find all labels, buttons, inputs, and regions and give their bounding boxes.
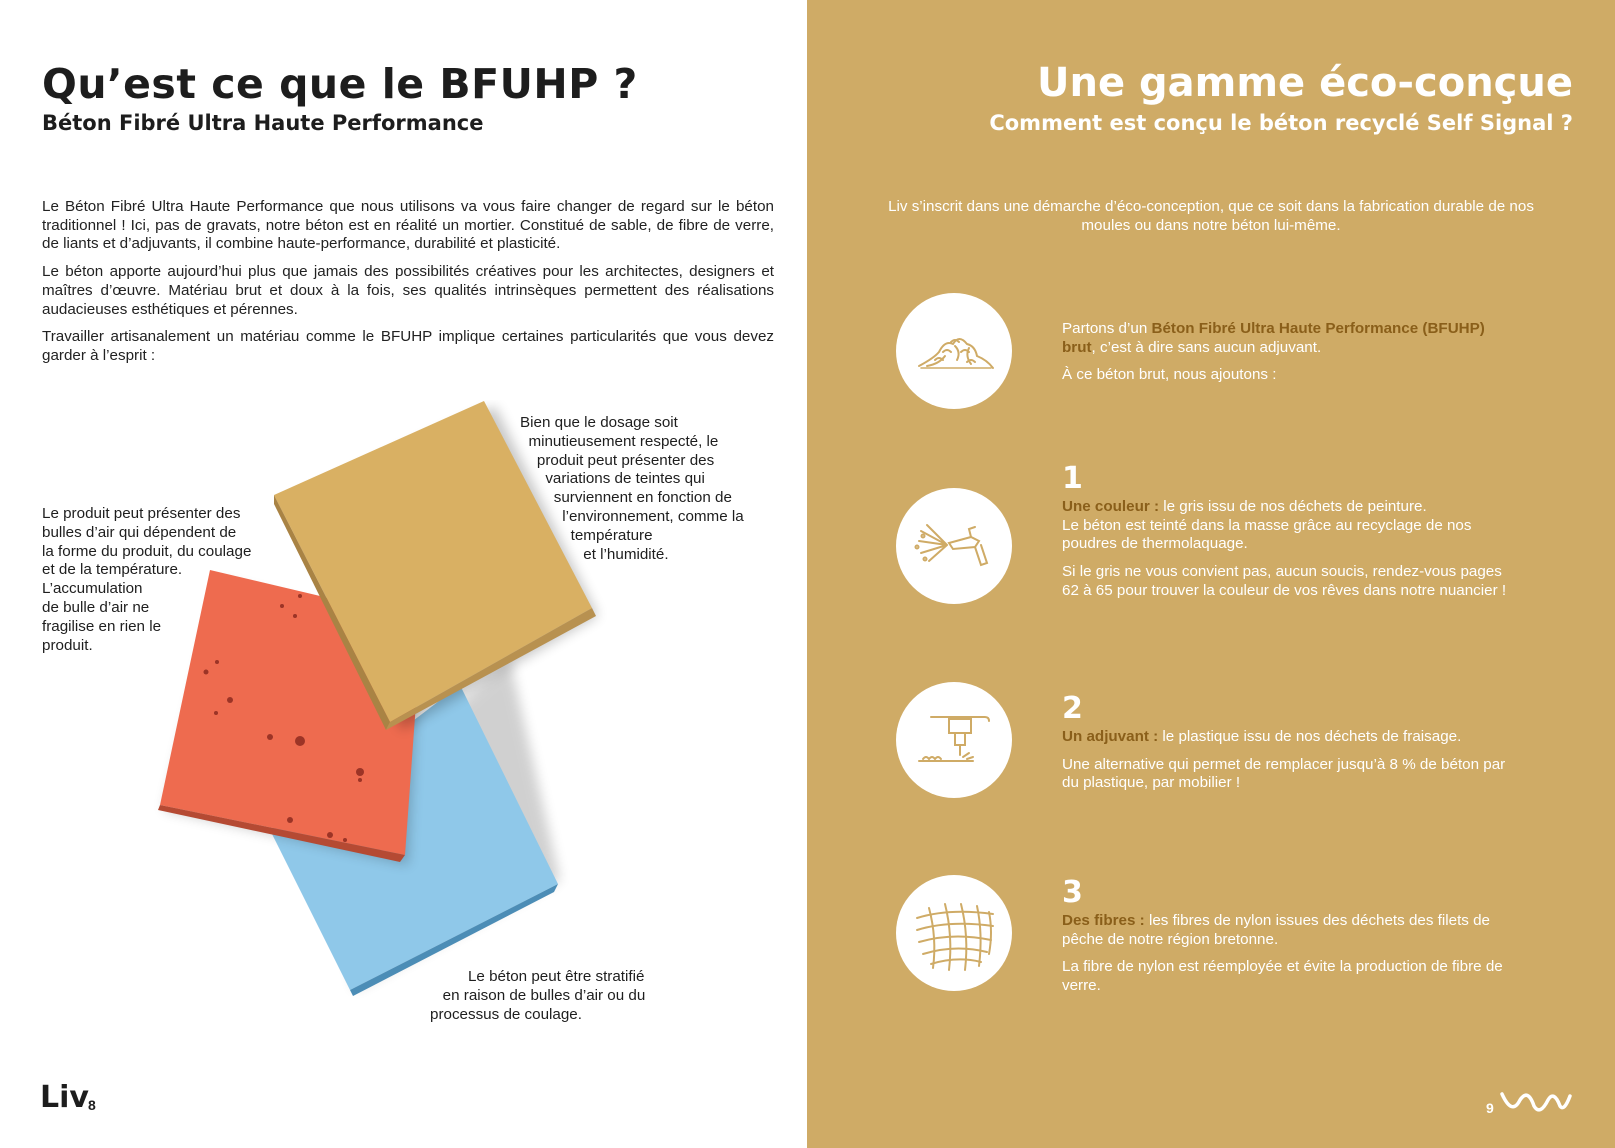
note-color-variation: Bien que le dosage soit minutieusement respecté, le produit peut présenter des variations de teintes qui surviennent en fonction de l’environnement, comme la température et l’humidité. — [520, 414, 744, 563]
step-label: Un adjuvant : — [1062, 728, 1159, 745]
intro-paragraph: Le Béton Fibré Ultra Haute Performance que nous utilisons va vous faire changer de regard sur le béton traditionnel ! Ici, pas de gravats, notre béton est en réalité un mortier. Constitué de sable, de fibre de verre, de liants et d’adjuvants, il combine haute-performance, durabilité et plasticité. — [42, 198, 774, 253]
intro-paragraph: Le béton apporte aujourd’hui plus que jamais des possibilités créatives pour les architectes, designers et maîtres d’œuvre. Matériau brut et doux à la fois, ses qualités intrinsèques permettent des réalisations audacieuses esthétiques et pérennes. — [42, 263, 774, 318]
step-body: le gris issu de nos déchets de peinture. Le béton est teinté dans la masse grâce au recyclage de nos poudres de thermolaquage. — [1062, 498, 1472, 553]
step-body: les fibres de nylon issues des déchets des filets de pêche de notre région bretonne. — [1062, 912, 1491, 948]
right-page — [807, 0, 1615, 1148]
step-1 — [1062, 462, 1512, 610]
base-post: , c’est à dire sans aucun adjuvant. — [1091, 338, 1322, 356]
step-number: 3 — [1062, 875, 1083, 910]
page-number-left: 8 — [88, 1097, 96, 1113]
base-concrete-line — [1062, 320, 1512, 357]
base-concrete-text — [1062, 320, 1512, 394]
note-air-bubbles: Le produit peut présenter des bulles d’air qui dépendent de la forme du produit, du coulage et de la température. L’accumulation de bulle d’air ne fragilise en rien le produit. — [42, 505, 252, 654]
step-3 — [1062, 876, 1512, 1005]
note-stratification: Le béton peut être stratifié en raison de bulles d’air ou du processus de coulage. — [430, 968, 646, 1023]
fishing-net-icon — [896, 875, 1012, 991]
wave-logo-icon — [1500, 1086, 1574, 1116]
page-subtitle-right: Comment est conçu le béton recyclé Self Signal ? — [989, 111, 1573, 135]
page-title-right: Une gamme éco-conçue — [1037, 60, 1573, 106]
eco-design-intro: Liv s’inscrit dans une démarche d’éco-conception, que ce soit dans la fabrication durable de nos moules ou dans notre béton lui-même. — [888, 198, 1534, 234]
base-concrete-line2: À ce béton brut, nous ajoutons : — [1062, 366, 1277, 384]
step-extra: Si le gris ne vous convient pas, aucun soucis, rendez-vous pages 62 à 65 pour trouver la couleur de vos rêves dans notre nuancier ! — [1062, 563, 1507, 599]
left-page — [0, 0, 807, 1148]
step-text — [1062, 728, 1512, 747]
intro-text — [42, 198, 774, 375]
intro-paragraph: Travailler artisanalement un matériau comme le BFUHP implique certaines particularités que vous devez garder à l’esprit : — [42, 328, 774, 364]
page-subtitle: Béton Fibré Ultra Haute Performance — [42, 111, 484, 135]
step-body: le plastique issu de nos déchets de fraisage. — [1158, 728, 1462, 745]
milling-machine-icon — [896, 682, 1012, 798]
spray-gun-icon — [896, 488, 1012, 604]
step-2 — [1062, 692, 1512, 802]
step-extra: Une alternative qui permet de remplacer jusqu’à 8 % de béton par du plastique, par mobilier ! — [1062, 755, 1506, 792]
step-text — [1062, 498, 1512, 554]
liv-logo: Liv — [40, 1080, 89, 1115]
step-extra: La fibre de nylon est réemployée et évite la production de fibre de verre. — [1062, 958, 1503, 995]
step-label: Une couleur : — [1062, 498, 1160, 515]
powder-pile-icon — [896, 293, 1012, 409]
base-highlight: Béton Fibré Ultra Haute Performance (BFUHP) brut — [1062, 320, 1485, 356]
page-number-right: 9 — [1486, 1100, 1494, 1116]
step-number: 1 — [1062, 461, 1083, 496]
base-pre: Partons d’un — [1062, 320, 1152, 337]
page-title: Qu’est ce que le BFUHP ? — [42, 60, 638, 108]
step-number: 2 — [1062, 691, 1083, 726]
step-label: Des fibres : — [1062, 912, 1145, 929]
step-text — [1062, 912, 1512, 949]
